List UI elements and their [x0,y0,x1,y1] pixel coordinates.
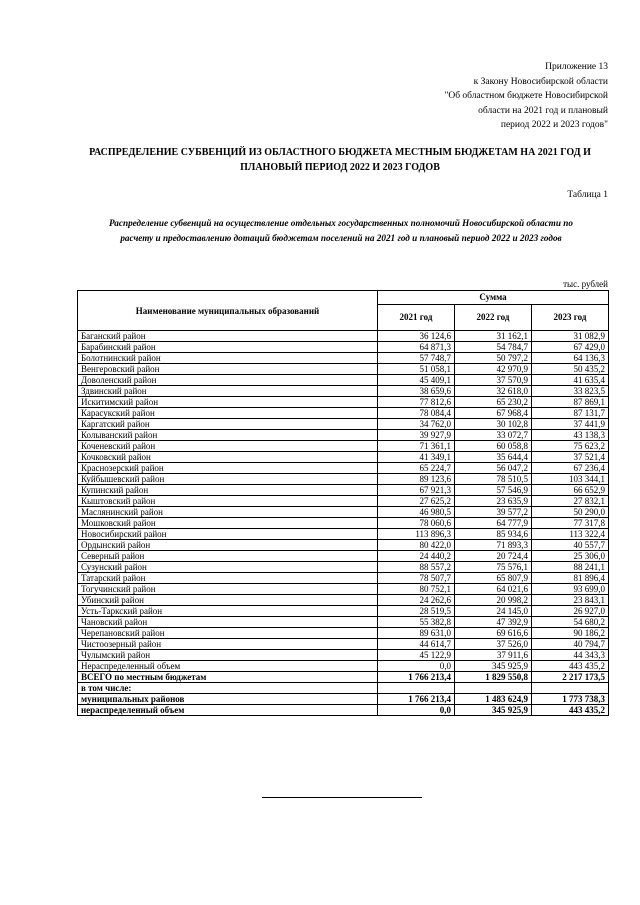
value-2022: 37 526,0 [455,639,532,650]
district-name: Кыштовский район [78,496,378,507]
district-name: Баганский район [78,331,378,342]
value-2022: 24 145,0 [455,606,532,617]
value-2023: 88 241,1 [532,562,609,573]
value-2022: 64 777,9 [455,518,532,529]
total-2023: 2 217 173,5 [532,672,609,683]
total-2022: 1 829 550,8 [455,672,532,683]
value-2021: 41 349,1 [378,452,455,463]
value-2021: 71 361,1 [378,441,455,452]
value-2022: 35 644,4 [455,452,532,463]
value-2021: 89 123,6 [378,474,455,485]
value-2021: 78 507,7 [378,573,455,584]
table-row [78,463,609,474]
district-name: Болотнинский район [78,353,378,364]
value-2022: 31 162,1 [455,331,532,342]
value-2023: 23 843,1 [532,595,609,606]
value-2022: 20 724,4 [455,551,532,562]
table-row [78,617,609,628]
district-name: Доволенский район [78,375,378,386]
municipal-2022: 1 483 624,9 [455,694,532,705]
value-2023: 67 429,0 [532,342,609,353]
value-2022: 57 546,9 [455,485,532,496]
value-2023: 43 138,3 [532,430,609,441]
unallocated-2023: 443 435,2 [532,705,609,716]
total-row [78,672,609,683]
table-row [78,419,609,430]
value-2023: 50 435,2 [532,364,609,375]
district-name: Колыванский район [78,430,378,441]
unallocated-2021: 0,0 [378,705,455,716]
value-2022: 78 510,5 [455,474,532,485]
value-2023: 31 082,9 [532,331,609,342]
value-2023: 64 136,3 [532,353,609,364]
unallocated-label: нераспределенный объем [78,705,378,716]
district-name: Новосибирский район [78,529,378,540]
value-2023: 37 441,9 [532,419,609,430]
appendix-line: Приложение 13 [545,62,608,72]
district-name: Венгеровский район [78,364,378,375]
value-2021: 89 631,0 [378,628,455,639]
subtitle-line: расчету и предоставлению дотаций бюджетам поселений на 2021 год и плановый период 2022 и 2023 годов [120,233,562,243]
district-name: Сузунский район [78,562,378,573]
table-row [78,650,609,661]
including-row [78,683,609,694]
value-2021: 77 812,6 [378,397,455,408]
table-row [78,518,609,529]
table-body [78,331,609,672]
table-row [78,408,609,419]
district-name: Здвинский район [78,386,378,397]
value-2023: 37 521,4 [532,452,609,463]
header-year-2022: 2022 год [455,304,532,330]
value-2021: 57 748,7 [378,353,455,364]
unallocated-2022: 345 925,9 [455,705,532,716]
value-2021: 38 659,6 [378,386,455,397]
value-2023: 41 635,4 [532,375,609,386]
value-2022: 54 784,7 [455,342,532,353]
total-2021: 1 766 213,4 [378,672,455,683]
table-row [78,331,609,342]
value-2022: 39 577,2 [455,507,532,518]
unallocated-row [78,705,609,716]
municipal-label: муниципальных районов [78,694,378,705]
including-label: в том числе: [78,683,378,694]
table-row [78,353,609,364]
district-name: Куйбышевский район [78,474,378,485]
value-2022: 71 893,3 [455,540,532,551]
table-row [78,397,609,408]
appendix-line: к Закону Новосибирской области [473,76,608,87]
appendix-note [348,60,608,133]
district-name: Барабинский район [78,342,378,353]
district-name: Купинский район [78,485,378,496]
district-name: Татарский район [78,573,378,584]
title-line: ПЛАНОВЫЙ ПЕРИОД 2022 И 2023 ГОДОВ [240,162,440,173]
value-2021: 24 262,6 [378,595,455,606]
value-2021: 78 084,4 [378,408,455,419]
table-row [78,474,609,485]
value-2021: 0,0 [378,661,455,672]
subtitle-line: Распределение субвенций на осуществление отдельных государственных полномочий Новосибирской области по [109,218,573,228]
table-row [78,595,609,606]
value-2022: 30 102,8 [455,419,532,430]
value-2021: 67 921,3 [378,485,455,496]
value-2021: 45 409,1 [378,375,455,386]
appendix-line: "Об областном бюджете Новосибирской [444,91,608,102]
table-number: Таблица 1 [567,190,608,200]
value-2023: 81 896,4 [532,573,609,584]
value-2022: 33 072,7 [455,430,532,441]
table-row [78,529,609,540]
value-2021: 51 058,1 [378,364,455,375]
district-name: Краснозерский район [78,463,378,474]
value-2021: 44 614,7 [378,639,455,650]
district-name: Северный район [78,551,378,562]
value-2021: 64 871,3 [378,342,455,353]
value-2022: 37 570,9 [455,375,532,386]
value-2022: 50 797,2 [455,353,532,364]
district-name: Ордынский район [78,540,378,551]
value-2021: 28 519,5 [378,606,455,617]
table-row [78,452,609,463]
value-2021: 113 896,3 [378,529,455,540]
title-line: РАСПРЕДЕЛЕНИЕ СУБВЕНЦИЙ ИЗ ОБЛАСТНОГО БЮДЖЕТА МЕСТНЫМ БЮДЖЕТАМ НА 2021 ГОД И [89,147,591,158]
value-2023: 33 823,5 [532,386,609,397]
value-2021: 24 440,2 [378,551,455,562]
municipal-2023: 1 773 738,3 [532,694,609,705]
value-2022: 23 635,9 [455,496,532,507]
table-summary [78,672,609,716]
municipal-2021: 1 766 213,4 [378,694,455,705]
value-2023: 26 927,0 [532,606,609,617]
value-2023: 50 290,0 [532,507,609,518]
table-row [78,496,609,507]
district-name: Убинский район [78,595,378,606]
value-2022: 75 576,1 [455,562,532,573]
table-row [78,562,609,573]
table-row [78,628,609,639]
value-2021: 65 224,7 [378,463,455,474]
value-2022: 60 058,8 [455,441,532,452]
value-2022: 64 021,6 [455,584,532,595]
value-2021: 34 762,0 [378,419,455,430]
value-2022: 20 998,2 [455,595,532,606]
district-name: Карасукский район [78,408,378,419]
units-label: тыс. рублей [563,279,608,289]
table-row [78,430,609,441]
value-2022: 85 934,6 [455,529,532,540]
total-label: ВСЕГО по местным бюджетам [78,672,378,683]
value-2022: 65 807,9 [455,573,532,584]
district-name: Чистоозерный район [78,639,378,650]
district-name: Нераспределенный объем [78,661,378,672]
table-row [78,584,609,595]
table-row [78,606,609,617]
district-name: Черепановский район [78,628,378,639]
value-2023: 67 236,4 [532,463,609,474]
value-2021: 80 422,0 [378,540,455,551]
value-2022: 56 047,2 [455,463,532,474]
value-2023: 27 832,1 [532,496,609,507]
table-row [78,507,609,518]
district-name: Маслянинский район [78,507,378,518]
value-2021: 78 060,6 [378,518,455,529]
district-name: Усть-Таркский район [78,606,378,617]
value-2022: 42 970,9 [455,364,532,375]
value-2023: 44 343,3 [532,650,609,661]
table-row [78,661,609,672]
value-2022: 32 618,0 [455,386,532,397]
district-name: Кочковский район [78,452,378,463]
value-2023: 54 680,2 [532,617,609,628]
header-year-2021: 2021 год [378,304,455,330]
closing-rule [262,797,422,798]
table-row [78,540,609,551]
value-2023: 87 869,1 [532,397,609,408]
value-2023: 66 652,9 [532,485,609,496]
district-name: Коченевский район [78,441,378,452]
table-row [78,639,609,650]
municipal-row [78,694,609,705]
district-name: Каргатский район [78,419,378,430]
value-2023: 40 557,7 [532,540,609,551]
value-2021: 88 557,2 [378,562,455,573]
value-2023: 87 131,7 [532,408,609,419]
value-2023: 75 623,2 [532,441,609,452]
value-2022: 37 911,6 [455,650,532,661]
table-row [78,342,609,353]
table-row [78,364,609,375]
table-row [78,441,609,452]
value-2023: 25 306,0 [532,551,609,562]
appendix-line: области на 2021 год и плановый [478,105,608,116]
value-2023: 40 794,7 [532,639,609,650]
header-name: Наименование муниципальных образований [78,291,378,331]
value-2021: 55 382,8 [378,617,455,628]
value-2023: 103 344,1 [532,474,609,485]
value-2021: 80 752,1 [378,584,455,595]
appendix-line: период 2022 и 2023 годов" [500,120,608,131]
value-2023: 113 322,4 [532,529,609,540]
value-2021: 46 980,5 [378,507,455,518]
district-name: Мошковский район [78,518,378,529]
value-2022: 345 925,9 [455,661,532,672]
table-row [78,573,609,584]
table-row [78,386,609,397]
value-2021: 39 927,9 [378,430,455,441]
document-title [70,145,610,175]
value-2021: 45 122,9 [378,650,455,661]
district-name: Чулымский район [78,650,378,661]
value-2022: 69 616,6 [455,628,532,639]
district-name: Искитимский район [78,397,378,408]
value-2021: 27 625,2 [378,496,455,507]
subventions-table [77,290,609,716]
value-2023: 443 435,2 [532,661,609,672]
value-2021: 36 124,6 [378,331,455,342]
district-name: Тогучинский район [78,584,378,595]
table-row [78,485,609,496]
header-sum: Сумма [378,291,609,305]
table-subtitle [76,216,606,246]
table-row [78,375,609,386]
value-2022: 67 968,4 [455,408,532,419]
value-2022: 65 230,2 [455,397,532,408]
value-2023: 93 699,0 [532,584,609,595]
value-2022: 47 392,9 [455,617,532,628]
table-row [78,551,609,562]
header-year-2023: 2023 год [532,304,609,330]
district-name: Чановский район [78,617,378,628]
value-2023: 77 317,8 [532,518,609,529]
value-2023: 90 186,2 [532,628,609,639]
